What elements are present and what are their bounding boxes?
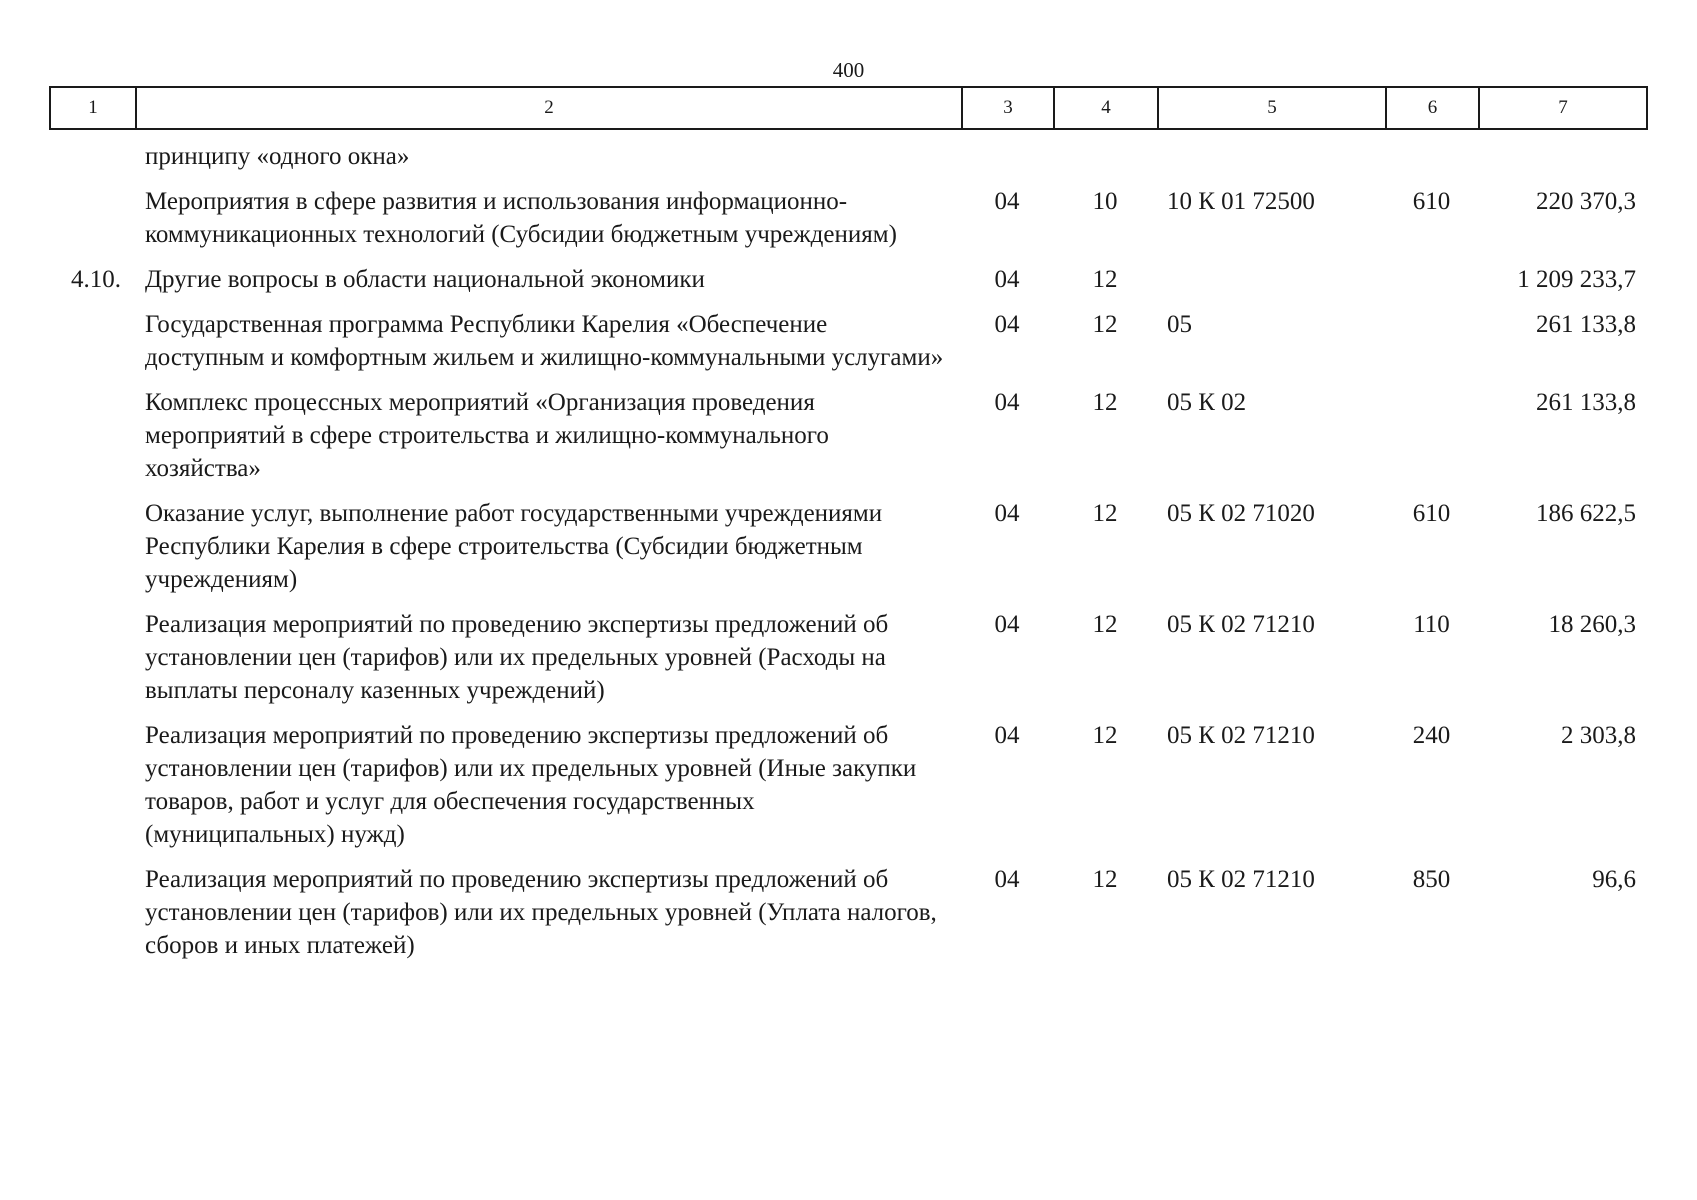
subsection-code: 12 bbox=[1092, 389, 1118, 416]
target-article-code bbox=[1157, 140, 1385, 185]
expense-type-code bbox=[1385, 140, 1478, 185]
item-number: 4.10. bbox=[71, 266, 121, 293]
item-description: Другие вопросы в области национальной экономики bbox=[145, 266, 705, 293]
amount: 220 370,3 bbox=[1536, 188, 1636, 215]
subsection-code: 12 bbox=[1092, 500, 1118, 527]
item-number bbox=[49, 719, 135, 863]
expense-type-code: 240 bbox=[1412, 722, 1451, 749]
header-cell: 6 bbox=[1386, 87, 1479, 129]
header-row bbox=[50, 87, 1647, 129]
expense-type-code: 610 bbox=[1412, 188, 1451, 215]
header-cell: 4 bbox=[1054, 87, 1158, 129]
target-article-code: 05 bbox=[1167, 311, 1192, 338]
section-code bbox=[961, 140, 1053, 185]
section-code: 04 bbox=[994, 389, 1020, 416]
expense-type-code: 610 bbox=[1412, 500, 1451, 527]
item-number bbox=[49, 185, 135, 263]
amount: 186 622,5 bbox=[1536, 500, 1636, 527]
subsection-code bbox=[1053, 140, 1157, 185]
section-code: 04 bbox=[994, 266, 1020, 293]
subsection-code: 12 bbox=[1092, 311, 1118, 338]
table-row bbox=[49, 263, 1646, 308]
target-article-code bbox=[1157, 263, 1385, 308]
section-code: 04 bbox=[994, 500, 1020, 527]
table-row bbox=[49, 719, 1646, 863]
item-description: принципу «одного окна» bbox=[145, 143, 410, 170]
item-description: Реализация мероприятий по проведению экспертизы предложений об установлении цен (тарифов) или их предельных уровней (Иные закупки товаров, работ и услуг для обеспечения государственных (муниципальных) нужд) bbox=[145, 722, 917, 848]
target-article-code: 10 К 01 72500 bbox=[1167, 188, 1315, 215]
item-number bbox=[49, 608, 135, 719]
section-code: 04 bbox=[994, 188, 1020, 215]
target-article-code: 05 К 02 71210 bbox=[1167, 611, 1315, 638]
subsection-code: 12 bbox=[1092, 611, 1118, 638]
table-row bbox=[49, 863, 1646, 974]
header-cell: 2 bbox=[136, 87, 962, 129]
table-row bbox=[49, 608, 1646, 719]
expense-type-code bbox=[1385, 386, 1478, 497]
item-number bbox=[49, 140, 135, 185]
item-description: Комплекс процессных мероприятий «Организация проведения мероприятий в сфере строительства и жилищно-коммунального хозяйства» bbox=[145, 389, 829, 482]
expense-type-code bbox=[1385, 263, 1478, 308]
item-description: Реализация мероприятий по проведению экспертизы предложений об установлении цен (тарифов) или их предельных уровней (Уплата налогов, сборов и иных платежей) bbox=[145, 866, 937, 959]
table-row bbox=[49, 497, 1646, 608]
table-row bbox=[49, 185, 1646, 263]
amount: 2 303,8 bbox=[1561, 722, 1636, 749]
item-description: Реализация мероприятий по проведению экспертизы предложений об установлении цен (тарифов) или их предельных уровней (Расходы на выплаты персоналу казенных учреждений) bbox=[145, 611, 889, 704]
column-number-header bbox=[49, 86, 1648, 130]
section-code: 04 bbox=[994, 722, 1020, 749]
table-row bbox=[49, 386, 1646, 497]
target-article-code: 05 К 02 71210 bbox=[1167, 866, 1315, 893]
amount: 261 133,8 bbox=[1536, 389, 1636, 416]
target-article-code: 05 К 02 bbox=[1167, 389, 1247, 416]
subsection-code: 12 bbox=[1092, 866, 1118, 893]
subsection-code: 12 bbox=[1092, 722, 1118, 749]
section-code: 04 bbox=[994, 611, 1020, 638]
expense-type-code bbox=[1385, 308, 1478, 386]
section-code: 04 bbox=[994, 866, 1020, 893]
amount: 261 133,8 bbox=[1536, 311, 1636, 338]
expense-type-code: 110 bbox=[1413, 611, 1450, 638]
header-cell: 1 bbox=[50, 87, 136, 129]
item-number bbox=[49, 308, 135, 386]
table-row bbox=[49, 140, 1646, 185]
expense-type-code: 850 bbox=[1412, 866, 1451, 893]
header-cell: 5 bbox=[1158, 87, 1386, 129]
page-number: 400 bbox=[832, 58, 865, 82]
item-number bbox=[49, 497, 135, 608]
target-article-code: 05 К 02 71210 bbox=[1167, 722, 1315, 749]
subsection-code: 12 bbox=[1092, 266, 1118, 293]
item-number bbox=[49, 863, 135, 974]
item-description: Государственная программа Республики Карелия «Обеспечение доступным и комфортным жильем и жилищно-коммунальными услугами» bbox=[145, 311, 944, 371]
header-cell: 7 bbox=[1479, 87, 1647, 129]
subsection-code: 10 bbox=[1092, 188, 1118, 215]
budget-table bbox=[49, 140, 1646, 974]
header-cell: 3 bbox=[962, 87, 1054, 129]
table-row bbox=[49, 308, 1646, 386]
amount: 18 260,3 bbox=[1548, 611, 1636, 638]
amount bbox=[1478, 140, 1646, 185]
amount: 1 209 233,7 bbox=[1517, 266, 1636, 293]
item-description: Мероприятия в сфере развития и использования информационно-коммуникационных технологий (Субсидии бюджетным учреждениям) bbox=[145, 188, 897, 248]
item-number bbox=[49, 386, 135, 497]
amount: 96,6 bbox=[1592, 866, 1636, 893]
section-code: 04 bbox=[994, 311, 1020, 338]
target-article-code: 05 К 02 71020 bbox=[1167, 500, 1315, 527]
item-description: Оказание услуг, выполнение работ государственными учреждениями Республики Карелия в сфере строительства (Субсидии бюджетным учреждениям) bbox=[145, 500, 883, 593]
